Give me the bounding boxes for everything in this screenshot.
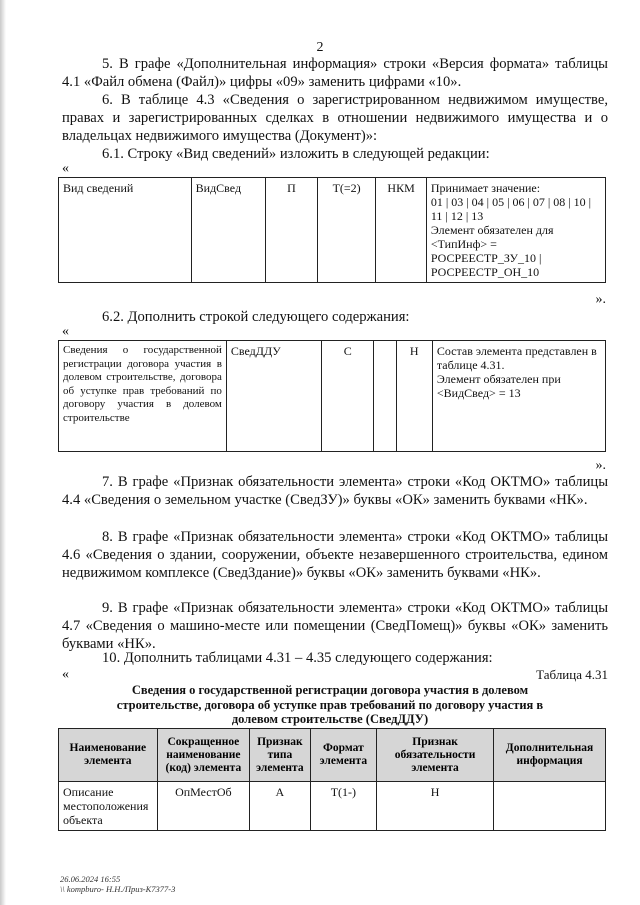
cell-additional-info [494,782,606,831]
quote-open-2: « [62,324,69,339]
table-row [59,782,606,831]
paragraph-6-text: 6. В таблице 4.3 «Сведения о зарегистрированном недвижимом имуществе, правах и зарегистрированных сделках в отношении недвижимого имущества и о владельцах недвижимого имущества (Документ)»: [62,92,608,144]
paragraph-6 [62,91,608,145]
cell-element-name: Описание местоположения объекта [59,782,158,831]
scan-edge-shadow [0,0,6,905]
info-line: <ВидСвед> = 13 [436,386,521,400]
quote-close-2: ». [595,458,606,473]
cell-element-required: Н [377,782,494,831]
cell-element-required: Н [396,341,432,452]
cell-element-format [374,341,396,452]
header-additional-info: Дополнительная информация [494,729,606,782]
info-line: РОСРЕЕСТР_ЗУ_10 | [430,251,542,265]
page-number: 2 [316,40,324,55]
info-line: РОСРЕЕСТР_ОН_10 [430,265,540,279]
info-line: Принимает значение: [430,181,541,195]
cell-element-type: С [322,341,374,452]
paragraph-8-text: 8. В графе «Признак обязательности элемента» строки «Код ОКТМО» таблицы 4.6 «Сведения о здании, сооружении, объекте незавершенного строительства, едином недвижимом комплексе (СведЗдание)» буквы «ОК» заменить буквами «НК». [62,529,608,581]
footer-file-path: \\ kompburo- Н.Н./Приз-К7377-3 [60,884,176,894]
paragraph-10-text: 10. Дополнить таблицами 4.31 – 4.35 следующего содержания: [102,650,493,666]
paragraph-5 [62,55,608,91]
cell-element-name: Сведения о государственной регистрации договора участия в долевом строительстве, договора об уступке прав требований по договору участия в долевом строительстве [59,341,227,452]
info-line: 01 | 03 | 04 | 05 | 06 | 07 | 08 | 10 | [430,195,592,209]
table-row [59,178,606,283]
cell-element-required: НКМ [376,178,427,283]
paragraph-5-text: 5. В графе «Дополнительная информация» строки «Версия формата» таблицы 4.1 «Файл обмена (Файл)» цифры «09» заменить цифрами «10». [62,56,608,90]
paragraph-6-2 [62,308,608,326]
cell-element-format: Т(=2) [317,178,375,283]
paragraph-6-1 [62,145,608,163]
cell-additional-info [426,178,605,283]
table-caption: Таблица 4.31 [536,667,608,682]
header-element-code: Сокращенное наименование (код) элемента [157,729,249,782]
paragraph-7-text: 7. В графе «Признак обязательности элемента» строки «Код ОКТМО» таблицы 4.4 «Сведения о земельном участке (СведЗУ)» буквы «ОК» заменить буквами «НК». [62,474,608,508]
header-element-type: Признак типа элемента [250,729,311,782]
paragraph-7 [62,473,608,509]
paragraph-10 [62,649,608,667]
cell-element-code: ВидСвед [191,178,265,283]
table-sved-ddu-row [58,340,606,452]
cell-element-name: Вид сведений [59,178,192,283]
cell-element-code: СведДДУ [226,341,322,452]
header-element-name: Наименование элемента [59,729,158,782]
paragraph-8 [62,528,608,582]
info-line: 11 | 12 | 13 [430,209,484,223]
info-line: таблице 4.31. [436,358,505,372]
cell-element-code: ОпМестОб [157,782,249,831]
info-line: <ТипИнф> = [430,237,497,251]
table-4-31 [58,728,606,831]
table-row [59,341,606,452]
quote-close-1: ». [595,292,606,307]
table-title: Сведения о государственной регистрации договора участия в долевом строительстве, договора об уступке прав требований по договору участия в долевом строительстве (СведДДУ) [116,683,544,726]
cell-element-type: А [250,782,311,831]
paragraph-6-1-text: 6.1. Строку «Вид сведений» изложить в следующей редакции: [102,146,490,162]
paragraph-9-text: 9. В графе «Признак обязательности элемента» строки «Код ОКТМО» таблицы 4.7 «Сведения о машино-месте или помещении (СведПомещ)» буквы «ОК» заменить буквами «НК». [62,600,608,652]
info-line: Элемент обязателен для [430,223,554,237]
info-line: Элемент обязателен при [436,372,561,386]
header-element-format: Формат элемента [310,729,376,782]
quote-open-3: « [62,667,69,682]
table-header-row [59,729,606,782]
footer-timestamp: 26.06.2024 16:55 [60,874,121,884]
info-line: Состав элемента представлен в [436,344,597,358]
paragraph-6-2-text: 6.2. Дополнить строкой следующего содержания: [102,309,410,325]
cell-element-format: Т(1-) [310,782,376,831]
quote-open-1: « [62,161,69,176]
header-element-required: Признак обязательности элемента [377,729,494,782]
document-footer [60,874,175,894]
cell-element-type: П [266,178,318,283]
table-vid-svedeniy [58,177,606,283]
paragraph-9 [62,599,608,653]
cell-additional-info [432,341,605,452]
